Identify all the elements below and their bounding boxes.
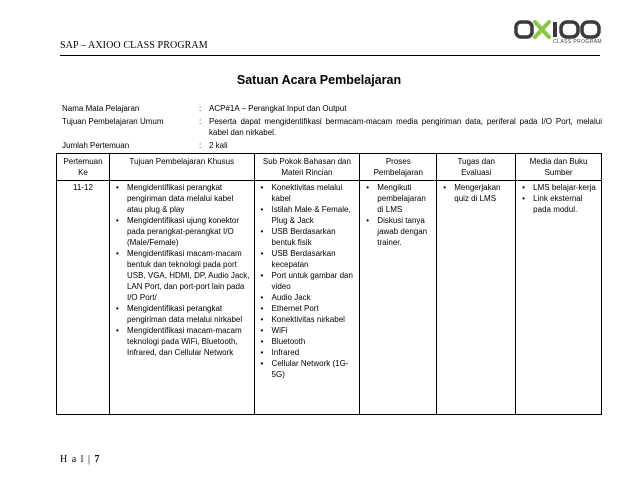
objectives-cell [109,181,254,415]
list-item: • Diskusi tanya jawab dengan trainer. [366,216,428,247]
column-header: Proses Pembelajaran [360,154,437,181]
media-cell [516,181,602,415]
list-item: • Konektivitas melalui kabel [260,183,343,203]
bullet-icon: • [260,326,264,335]
bullet-icon: • [260,337,264,346]
list-item: • Ethernet Port [260,304,319,313]
topics-cell [254,181,360,415]
bullet-icon: • [115,183,119,192]
column-header: Pertemuan Ke [57,154,110,181]
info-label: Nama Mata Pelajaran [62,104,140,113]
process-cell [360,181,437,415]
list-item: • Bluetooth [260,337,306,346]
info-row-meetings: Jumlah Pertemuan : 2 kali [62,140,602,151]
info-row-objective: Tujuan Pembelajaran Umum : Peserta dapat mengidentifikasi bermacam-macam media pengiriman data, periferal pada I/O Port, melalui kabel dan nirkabel. [62,117,602,137]
list-item: • Port untuk gambar dan video [260,271,353,291]
axioo-logo [514,19,602,49]
page-title: Satuan Acara Pembelajaran [236,73,402,87]
bullet-icon: • [260,183,264,192]
column-header: Tugas dan Evaluasi [437,154,516,181]
page-footer: H a l | 7 [60,454,101,465]
column-header: Sub Pokok Bahasan dan Materi Rincian [254,154,360,181]
info-row-subject: Nama Mata Pelajaran : ACP#1A – Perangkat Input dan Output [62,103,602,114]
footer-label: H a l [60,454,85,465]
bullet-icon: • [260,293,264,302]
bullet-icon: • [522,194,525,203]
list-item: • Mengidentifikasi perangkat pengiriman data melalui kabel atau plug & play [115,183,234,214]
list-item: • Mengidentifikasi macam-macam bentuk dan teknologi pada port USB, VGA, HDMI, DP, Audio Jack, LAN Port, dan port-port lain pada I/O Port/ [115,249,250,302]
bullet-icon: • [260,359,264,368]
bullet-icon: • [260,205,264,214]
bullet-icon: • [260,227,264,236]
lesson-plan-table [56,153,602,415]
bullet-icon: • [366,216,370,225]
info-value: ACP#1A – Perangkat Input dan Output [209,104,347,113]
list-item: • Mengidentifikasi macam-macam teknologi pada WiFi, Bluetooth, Infrared, dan Cellular Network [115,326,242,357]
list-item: • Cellular Network (1G-5G) [260,359,349,379]
info-value: 2 kali [209,141,228,150]
bullet-icon: • [260,348,264,357]
evaluation-cell [437,181,516,415]
list-item: • Mengerjakan quiz di LMS [443,183,501,203]
page-number: 7 [94,454,101,465]
bullet-icon: • [260,315,264,324]
column-header: Media dan Buku Sumber [516,154,602,181]
bullet-icon: • [366,183,370,192]
program-header: SAP – AXIOO CLASS PROGRAM [60,40,208,51]
bullet-icon: • [522,183,525,192]
meeting-cell: 11-12 [57,181,110,415]
bullet-icon: • [443,183,447,192]
course-info [62,103,602,153]
bullet-icon: • [260,271,264,280]
bullet-icon: • [115,249,119,258]
list-item: • Mengikuti pembelajaran di LMS [366,183,426,214]
info-label: Tujuan Pembelajaran Umum [62,117,164,126]
list-item: • Mengidentifikasi perangkat pengiriman data melalui nirkabel [115,304,243,324]
list-item: • LMS belajar-kerja [522,183,596,192]
list-item: • Link eksternal pada modul. [522,194,583,214]
list-item: • Mengidentifikasi ujung konektor pada perangkat-perangkat I/O (Male/Female) [115,216,240,247]
bullet-icon: • [260,304,264,313]
list-item: • USB Berdasarkan kecepatan [260,249,336,269]
table-header-row [57,154,602,181]
column-header: Tujuan Pembelajaran Khusus [109,154,254,181]
axioo-logo-icon [514,19,602,41]
header-divider [60,55,600,56]
info-label: Jumlah Pertemuan [62,141,130,150]
table-row [57,181,602,415]
info-value: Peserta dapat mengidentifikasi bermacam-macam media pengiriman data, periferal pada I/O Port, melalui kabel dan nirkabel. [209,117,602,137]
list-item: • USB Berdasarkan bentuk fisik [260,227,336,247]
list-item: • Konektivitas nirkabel [260,315,345,324]
list-item: • Audio Jack [260,293,311,302]
list-item: • WiFi [260,326,288,335]
logo-subtitle: CLASS PROGRAM [553,39,602,45]
bullet-icon: • [115,304,119,313]
list-item: • Istilah Male & Female, Plug & Jack [260,205,351,225]
bullet-icon: • [115,216,119,225]
list-item: • Infrared [260,348,300,357]
bullet-icon: • [115,326,119,335]
bullet-icon: • [260,249,264,258]
